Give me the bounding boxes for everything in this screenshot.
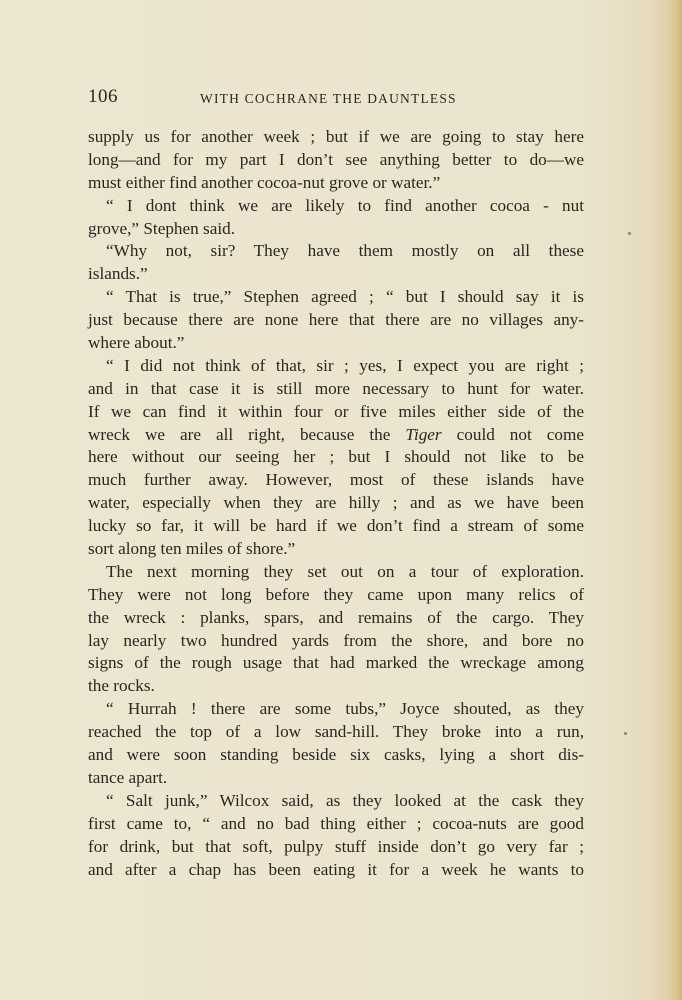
text-line: lucky so far, it will be hard if we don’t find a stream of some: [88, 516, 584, 536]
text-line: water, especially when they are hilly ; and as we have been: [88, 493, 584, 513]
text-line: “ I did not think of that, sir ; yes, I expect you are right ;: [106, 355, 584, 375]
paragraph: [88, 240, 584, 286]
text-line: supply us for another week ; but if we are going to stay here: [88, 127, 584, 146]
paragraph: [88, 561, 584, 698]
text-line: long—and for my part I don’t see anything better to do—we: [88, 149, 584, 169]
text-line: for drink, but that soft, pulpy stuff inside don’t go very far ;: [88, 836, 584, 856]
paragraph: [88, 698, 584, 790]
text-line: “ Hurrah ! there are some tubs,” Joyce shouted, as they: [106, 699, 584, 719]
text-line: here without our seeing her ; but I should not like to be: [88, 447, 584, 467]
text-line: “Why not, sir? They have them mostly on all these: [106, 241, 584, 261]
text-line: the rocks.: [88, 676, 155, 696]
text-line: “ Salt junk,” Wilcox said, as they looked at the cask they: [106, 790, 584, 810]
paragraph: [88, 355, 584, 561]
text-line: If we can find it within four or five miles either side of the: [88, 401, 584, 421]
paper-speck: [624, 732, 627, 735]
text-span: wreck we are all right, because the: [88, 424, 406, 444]
text-line: lay nearly two hundred yards from the shore, and bore no: [88, 630, 584, 650]
paragraph: [88, 195, 584, 241]
text-line: reached the top of a low sand-hill. They broke into a run,: [88, 722, 584, 742]
text-line: the wreck : planks, spars, and remains of the cargo. They: [88, 607, 584, 627]
paragraph: [88, 790, 584, 882]
text-line: just because there are none here that there are no villages any-: [88, 310, 584, 330]
text-line: “ That is true,” Stephen agreed ; “ but I should say it is: [106, 287, 584, 307]
text-line: islands.”: [88, 264, 148, 284]
text-line: The next morning they set out on a tour of exploration.: [106, 561, 584, 581]
text-line: sort along ten miles of shore.”: [88, 539, 296, 559]
page-edge-shading: [668, 0, 682, 1000]
text-line: “ I dont think we are likely to find another cocoa - nut: [106, 195, 584, 215]
paper-speck: [628, 232, 631, 235]
text-span: could not come: [441, 424, 584, 444]
paragraph: [88, 286, 584, 355]
text-line: where about.”: [88, 333, 185, 353]
running-head: WITH COCHRANE THE DAUNTLESS: [200, 91, 457, 106]
text-line: grove,” Stephen said.: [88, 218, 236, 238]
text-line: must either find another cocoa-nut grove or water.”: [88, 172, 441, 192]
text-line: signs of the rough usage that had marked the wreckage among: [88, 653, 584, 673]
text-line: first came to, “ and no bad thing either ; cocoa-nuts are good: [88, 813, 584, 833]
text-line: They were not long before they came upon many relics of: [88, 584, 584, 604]
text-line-with-italic: [88, 424, 584, 447]
text-line: tance apart.: [88, 767, 168, 787]
text-line: much further away. However, most of these islands have: [88, 470, 584, 490]
text-line: and in that case it is still more necessary to hunt for water.: [88, 378, 584, 398]
paragraph: [88, 126, 584, 195]
page-number: 106: [88, 86, 118, 107]
body-text: [88, 126, 584, 881]
text-line: and were soon standing beside six casks, lying a short dis-: [88, 745, 584, 765]
text-line: and after a chap has been eating it for a week he wants to: [88, 859, 584, 879]
page-header: [88, 86, 588, 110]
ship-name-italic: Tiger: [405, 424, 442, 444]
